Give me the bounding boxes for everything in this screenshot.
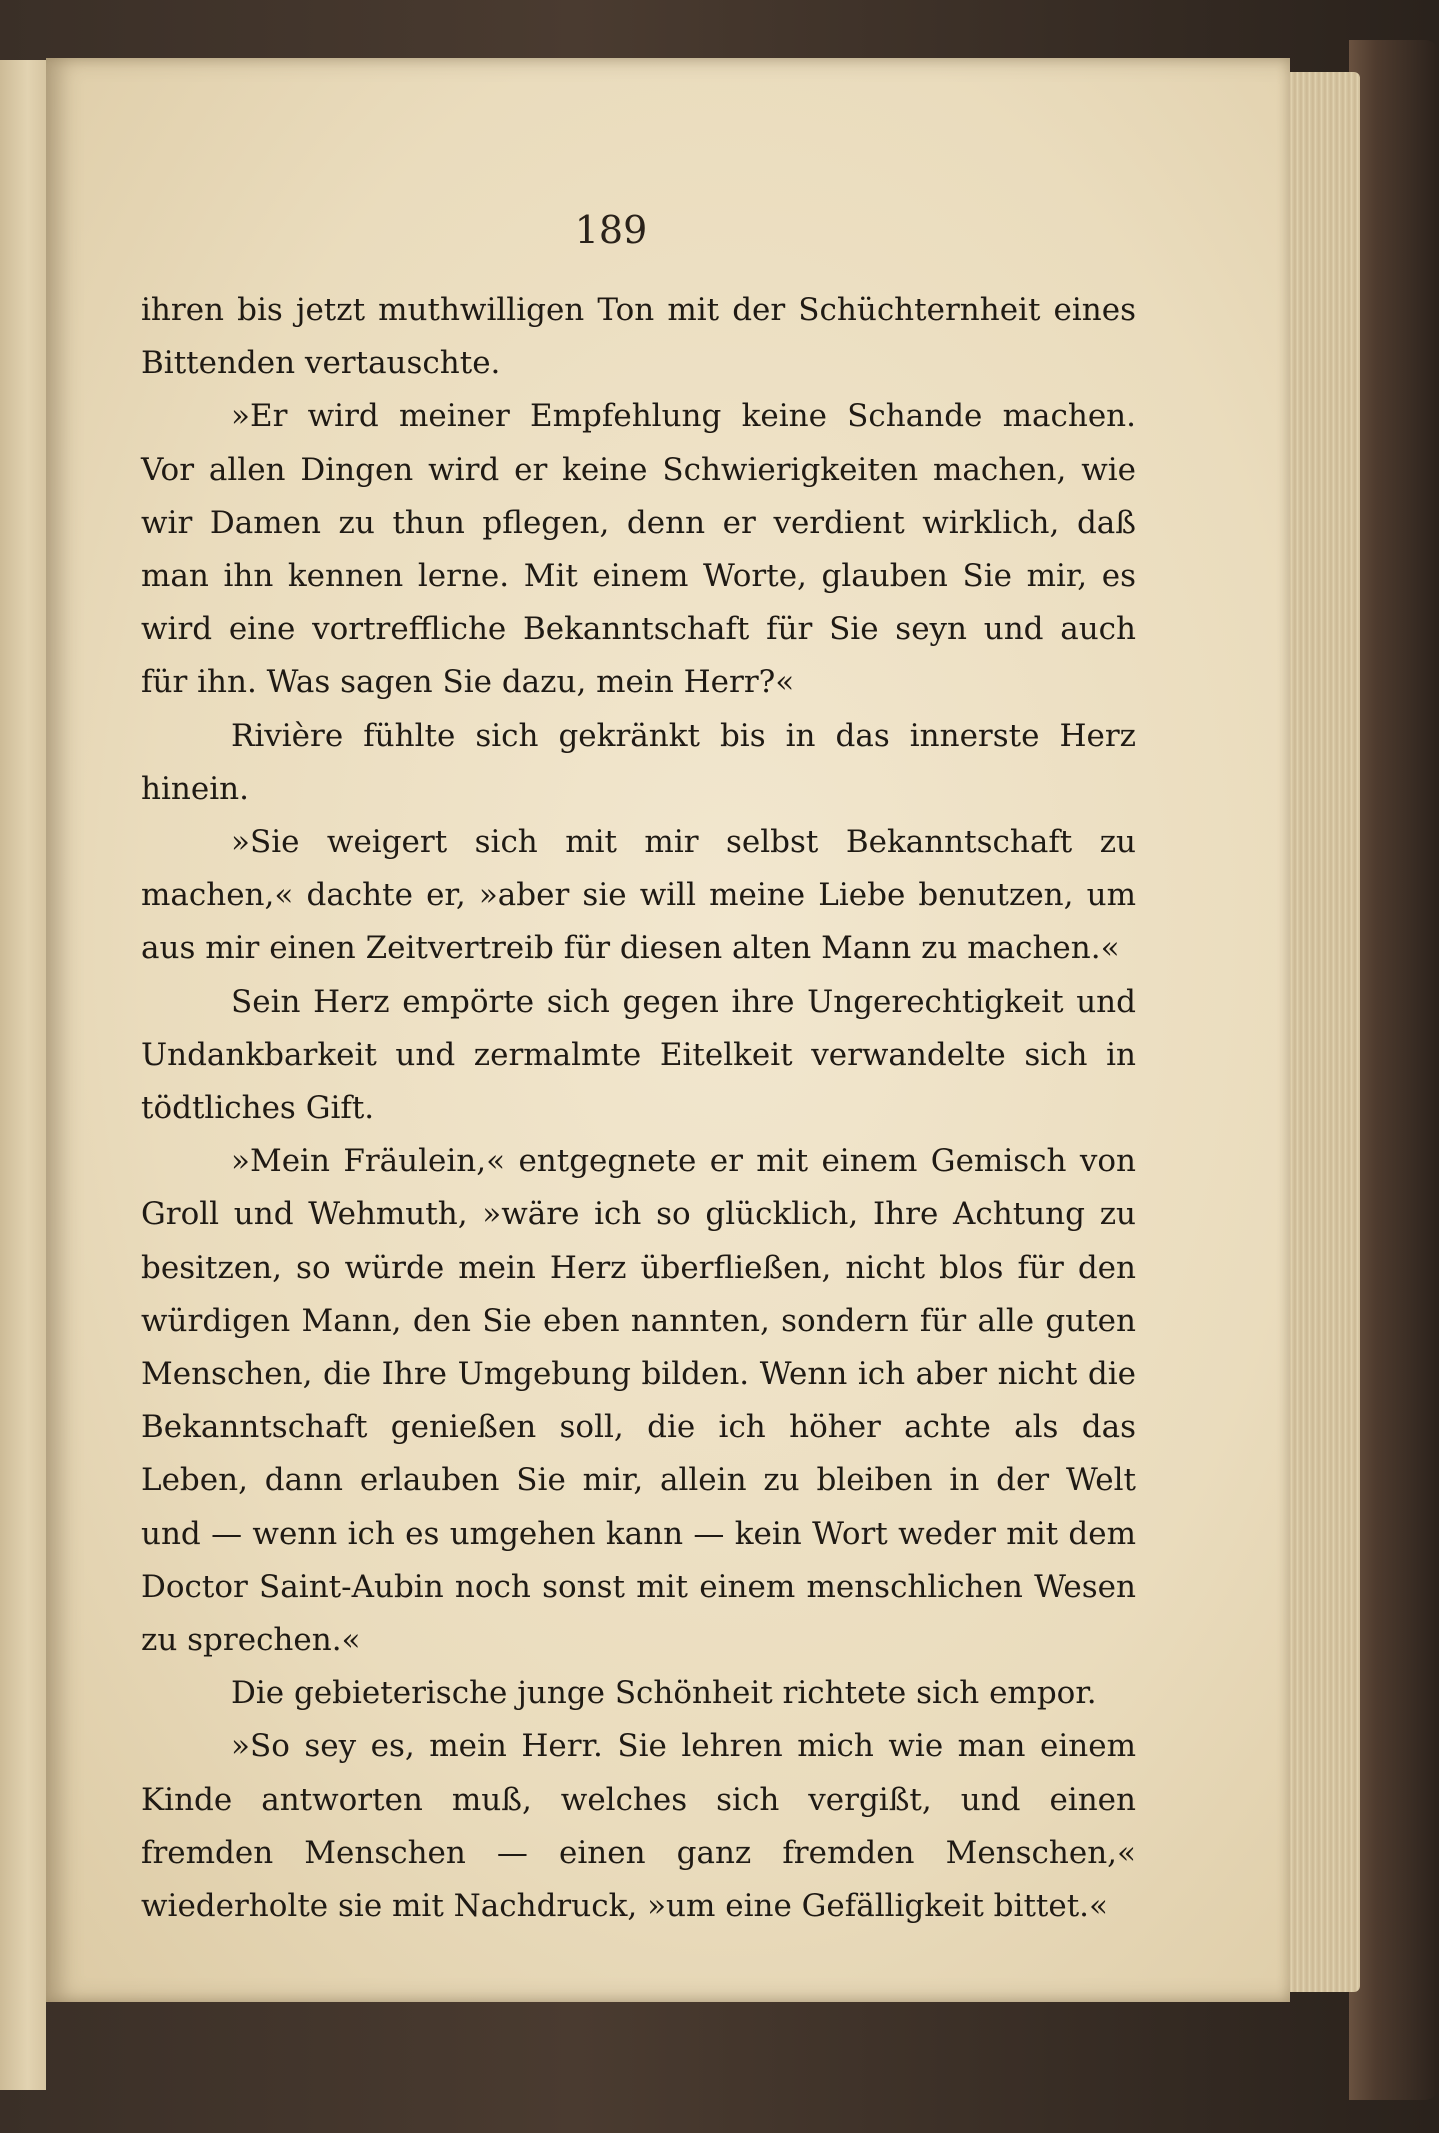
- page-number: 189: [574, 208, 648, 252]
- paragraph: »Er wird meiner Empfehlung keine Schande machen. Vor allen Dingen wird er keine Schwierigkeiten machen, wie wir Damen zu thun pflegen, denn er verdient wirklich, daß man ihn kennen lerne. Mit einem Worte, glauben Sie mir, es wird eine vortreffliche Bekanntschaft für Sie seyn und auch für ihn. Was sagen Sie dazu, mein Herr?«: [141, 398, 1136, 701]
- paragraph: Die gebieterische junge Schönheit richtete sich empor.: [231, 1675, 1097, 1712]
- paragraph: ihren bis jetzt muthwilligen Ton mit der Schüchternheit eines Bittenden vertauschte.: [141, 292, 1136, 382]
- paragraph: »Mein Fräulein,« entgegnete er mit einem Gemisch von Groll und Wehmuth, »wäre ich so glücklich, Ihre Achtung zu besitzen, so würde mein Herz überfließen, nicht blos für den würdigen Mann, den Sie eben nannten, sondern für alle guten Menschen, die Ihre Umgebung bilden. Wenn ich aber nicht die Bekanntschaft genießen soll, die ich höher achte als das Leben, dann erlauben Sie mir, allein zu bleiben in der Welt und — wenn ich es umgehen kann — kein Wort weder mit dem Doctor Saint-Aubin noch sonst mit einem menschlichen Wesen zu sprechen.«: [141, 1143, 1136, 1659]
- book-page: [46, 58, 1290, 2002]
- page-edges: [1280, 72, 1360, 1992]
- paragraph: »Sie weigert sich mit mir selbst Bekanntschaft zu machen,« dachte er, »aber sie will meine Liebe benutzen, um aus mir einen Zeitvertreib für diesen alten Mann zu machen.«: [141, 824, 1136, 967]
- paragraph: Rivière fühlte sich gekränkt bis in das innerste Herz hinein.: [141, 717, 1136, 807]
- paragraph: »So sey es, mein Herr. Sie lehren mich wie man einem Kinde antworten muß, welches sich vergißt, und einen fremden Menschen — einen ganz fremden Menschen,« wiederholte sie mit Nachdruck, »um eine Gefälligkeit bittet.«: [141, 1728, 1136, 1925]
- paragraph: Sein Herz empörte sich gegen ihre Ungerechtigkeit und Undankbarkeit und zermalmte Eitelkeit verwandelte sich in tödtliches Gift.: [141, 983, 1136, 1127]
- book-cover-edge: [1349, 40, 1439, 2100]
- left-page-edge: [0, 60, 46, 2090]
- page-text: [141, 284, 1136, 1933]
